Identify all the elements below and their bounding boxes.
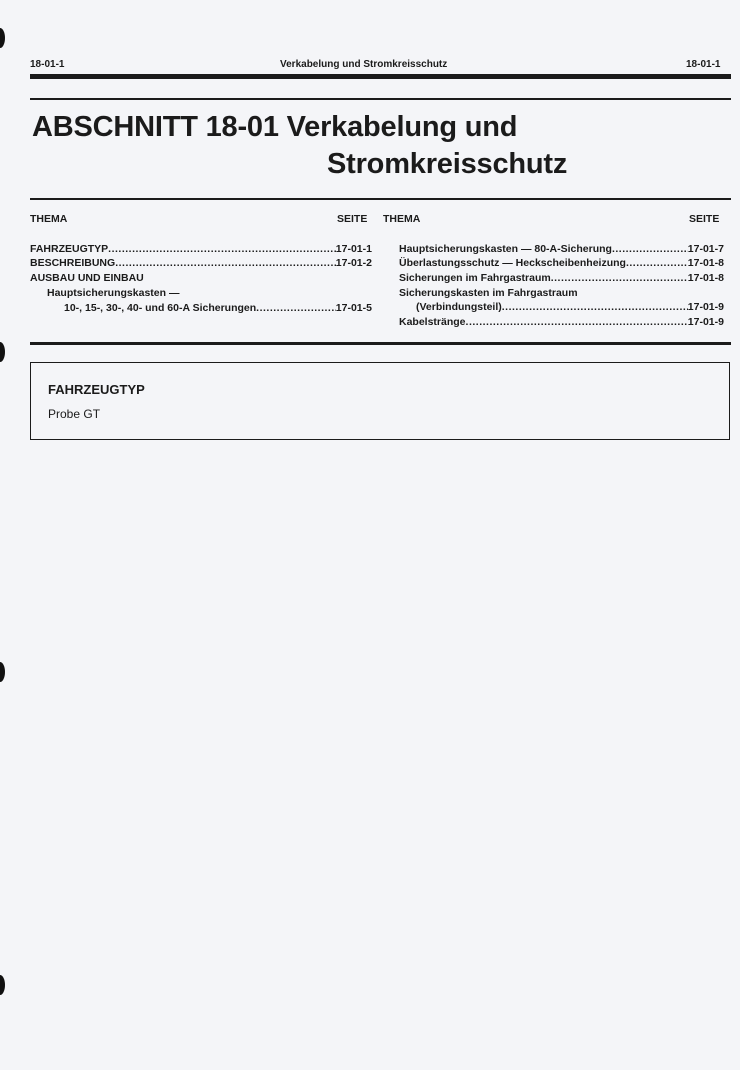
toc-entry-label: Hauptsicherungskasten — 80-A-Sicherung [399,243,612,255]
toc-group-label: AUSBAU UND EINBAU [30,272,144,284]
toc-entry[interactable] [399,315,724,329]
title-bottom-rule [30,198,731,200]
toc-entry[interactable] [30,256,372,270]
toc-entry[interactable] [399,256,724,270]
header-page-right: 18-01-1 [686,59,721,70]
toc-entry-label: BESCHREIBUNG [30,257,116,269]
page-title-line1: ABSCHNITT 18-01 Verkabelung und [32,111,518,143]
toc-entry-label: 10-, 15-, 30-, 40- und 60-A Sicherungen [64,302,257,314]
toc-entry-page: 17-01-2 [335,257,372,269]
toc-entry-page: 17-01-8 [687,272,724,284]
toc-entry-label: Kabelstränge [399,316,466,328]
toc-entry[interactable] [30,242,372,256]
vehicle-type-value: Probe GT [48,407,101,421]
toc-entry-page: 17-01-5 [335,302,372,314]
toc-right-topic-header: THEMA [383,213,421,225]
toc-leader-dots [626,256,688,270]
toc-left-topic-header: THEMA [30,213,68,225]
header-section-title: Verkabelung und Stromkreisschutz [280,59,448,70]
toc-entry[interactable] [399,242,724,256]
toc-bottom-rule [30,342,731,345]
toc-entry[interactable] [399,271,724,285]
toc-entry-label: Sicherungen im Fahrgastraum [399,272,551,284]
toc-entry[interactable] [416,300,724,314]
toc-entry-page: 17-01-7 [687,243,724,255]
toc-entry-page: 17-01-9 [687,301,724,313]
toc-leader-dots [466,315,688,329]
toc-entry-label: (Verbindungsteil) [416,301,502,313]
toc-leader-dots [256,301,336,315]
toc-leader-dots [108,242,336,256]
header-page-left: 18-01-1 [30,59,65,70]
vehicle-type-heading: FAHRZEUGTYP [48,382,145,397]
binder-hole [0,975,5,995]
vehicle-type-box [30,362,730,440]
binder-hole [0,342,5,362]
page-title-line2: Stromkreisschutz [327,148,568,180]
toc-entry-page: 17-01-1 [335,243,372,255]
toc-entry-page: 17-01-8 [687,257,724,269]
toc-entry-page: 17-01-9 [687,316,724,328]
toc-entry-label: Überlastungsschutz — Heckscheibenheizung [399,257,626,269]
toc-subgroup-label: Hauptsicherungskasten — [47,287,180,299]
toc-entry[interactable] [64,301,372,315]
toc-subgroup-label: Sicherungskasten im Fahrgastraum [399,287,578,299]
toc-leader-dots [612,242,688,256]
header-rule [30,74,731,79]
binder-hole [0,28,5,48]
toc-leader-dots [502,300,688,314]
toc-right-page-header: SEITE [689,213,720,225]
title-top-rule [30,98,731,100]
toc-entry-label: FAHRZEUGTYP [30,243,109,255]
toc-left-page-header: SEITE [337,213,368,225]
toc-leader-dots [115,256,336,270]
toc-leader-dots [551,271,688,285]
binder-hole [0,662,5,682]
